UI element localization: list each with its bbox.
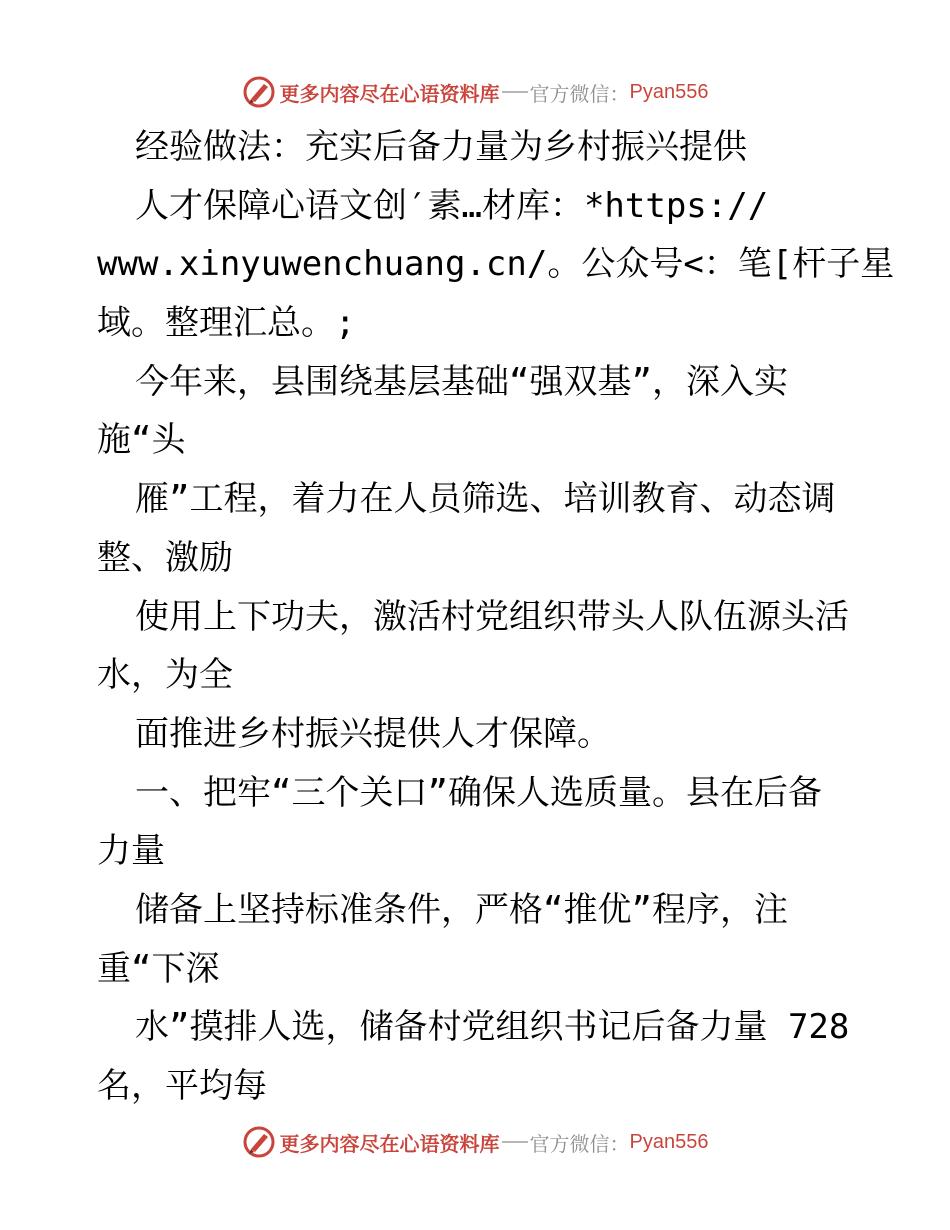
- banner-wechat-id: Pyan556: [629, 80, 709, 103]
- text-line: 整、激励: [97, 537, 233, 578]
- text-line: 重“下深: [97, 948, 220, 989]
- text-line: 名，平均每: [97, 1066, 267, 1106]
- text-line: 雁”工程，着力在人员筛选、培训教育、动态调: [135, 479, 836, 520]
- text-line: 经验做法：充实后备力量为乡村振兴提供: [135, 127, 747, 167]
- text-line: 今年来，县围绕基层基础“强双基”，深入实: [135, 361, 788, 402]
- banner-brand: 更多内容尽在心语资料库: [279, 81, 500, 106]
- document-body: [97, 118, 895, 1116]
- text-line: 水”摸排人选，储备村党组织书记后备力量 728: [135, 1007, 850, 1048]
- header-banner: [0, 72, 950, 112]
- text-line: 施“头: [97, 420, 186, 461]
- banner-official-label: 官方微信：: [529, 81, 630, 106]
- banner-divider: [502, 1141, 528, 1143]
- banner-brand: 更多内容尽在心语资料库: [279, 1131, 500, 1156]
- text-line: 水，为全: [97, 655, 233, 696]
- text-line: 一、把牢“三个关口”确保人选质量。县在后备: [135, 772, 822, 813]
- text-line: 面推进乡村振兴提供人才保障。: [135, 713, 611, 754]
- banner-wechat-id: Pyan556: [629, 1130, 709, 1153]
- text-line: 力量: [97, 831, 165, 872]
- banner-official-label: 官方微信：: [529, 1131, 630, 1156]
- text-line: 域。整理汇总。;: [97, 303, 356, 344]
- text-line: 人才保障心语文创′素…材库：*https://: [135, 185, 769, 226]
- text-line: 使用上下功夫，激活村党组织带头人队伍源头活: [135, 596, 849, 637]
- text-line: 储备上坚持标准条件，严格“推优”程序，注: [135, 889, 788, 930]
- footer-banner: [0, 1122, 950, 1162]
- pen-logo-icon: [242, 75, 276, 109]
- banner-divider: [502, 91, 528, 93]
- pen-logo-icon: [242, 1125, 276, 1159]
- text-line: www.xinyuwenchuang.cn/。公众号<：笔[杆子星: [97, 244, 895, 285]
